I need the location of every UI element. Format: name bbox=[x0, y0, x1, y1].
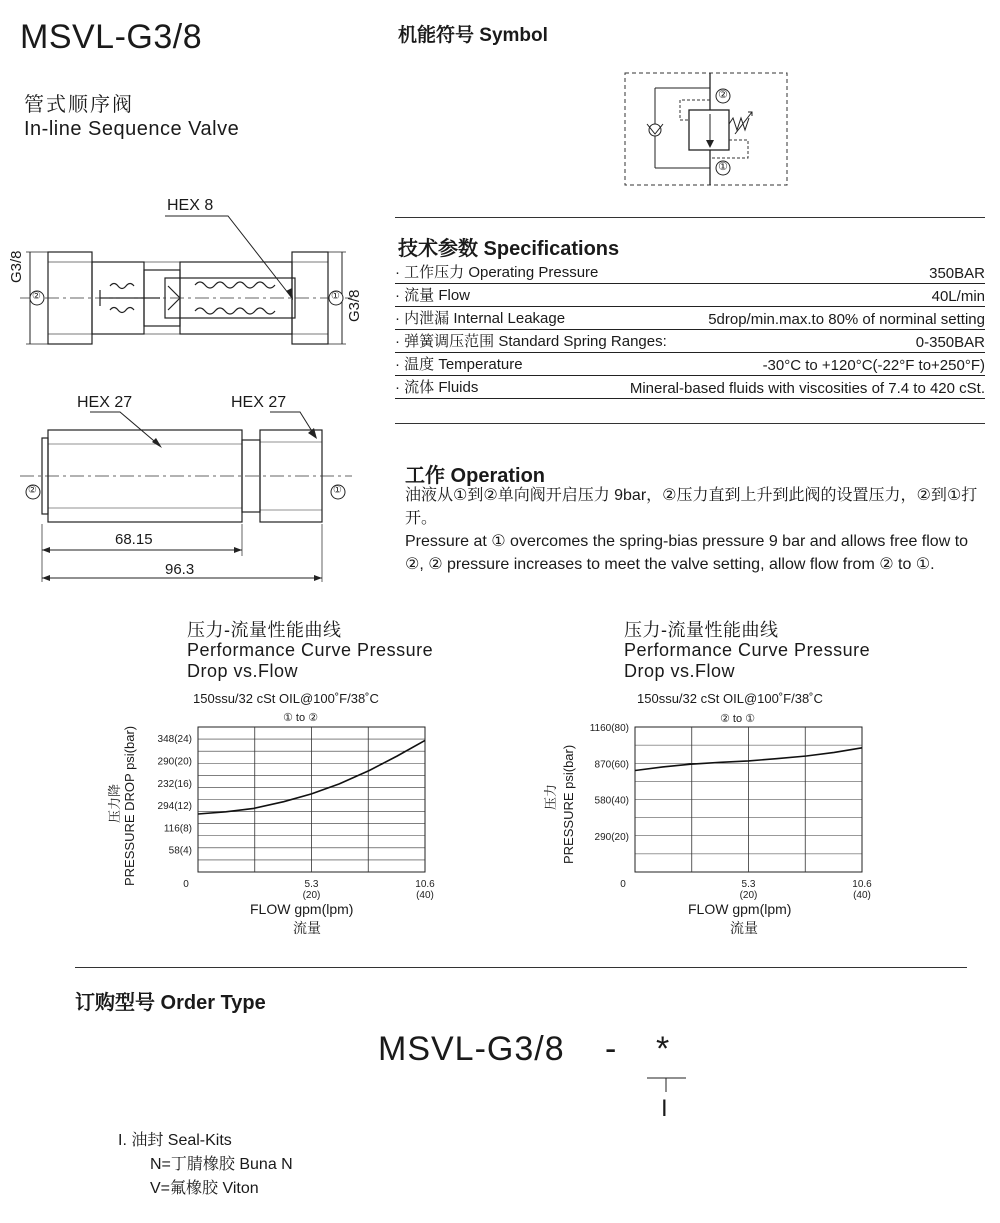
drawing-top-port-2: ② bbox=[32, 291, 41, 302]
g38-left-label: G3/8 bbox=[8, 250, 25, 283]
spec-label: · 流体 Fluids bbox=[395, 379, 479, 396]
hex8-label: HEX 8 bbox=[167, 197, 214, 214]
spec-value: 40L/min bbox=[931, 288, 985, 305]
x-tick-label: 10.6 bbox=[852, 879, 872, 890]
operation-en: Pressure at ① overcomes the spring-bias pressure 9 bar and allows free flow to ②, ② pressure increases to meet the valve setting, allow flow from ② to ①. bbox=[405, 533, 969, 573]
y-tick-label: 1160(80) bbox=[589, 723, 629, 734]
x-tick-label: 0 bbox=[183, 879, 189, 890]
y-tick-label: 290(20) bbox=[594, 831, 629, 843]
dimension-96-3: 96.3 bbox=[165, 561, 195, 578]
order-item-seal: I. 油封 Seal-Kits bbox=[118, 1132, 232, 1149]
y-tick-label: 232(16) bbox=[157, 778, 192, 790]
curve-right-title-en-2: Drop vs.Flow bbox=[624, 661, 736, 681]
product-name-cn: 管式顺序阀 bbox=[24, 94, 134, 116]
spec-value: 350BAR bbox=[929, 265, 985, 282]
dimension-68-15: 68.15 bbox=[115, 531, 153, 548]
curve-left-condition: 150ssu/32 cSt OIL@100˚F/38˚C bbox=[193, 691, 379, 706]
curve-left-xlabel-en: FLOW gpm(lpm) bbox=[250, 901, 354, 917]
curve-right-title-cn: 压力-流量性能曲线 bbox=[624, 620, 779, 640]
order-dash: - bbox=[605, 1030, 617, 1068]
curve-left-xlabel-cn: 流量 bbox=[293, 920, 321, 936]
operation-cn: 油液从①到②单向阀开启压力 9bar，②压力直到上升到此阀的设置压力，②到①打开。 bbox=[405, 487, 978, 527]
operation-title: 工作 Operation bbox=[405, 465, 546, 487]
y-tick-label: 348(24) bbox=[157, 734, 192, 746]
y-tick-label: 290(20) bbox=[157, 756, 192, 768]
symbol-port-1-label: ① bbox=[718, 161, 728, 173]
y-tick-label: 58(4) bbox=[168, 845, 192, 857]
y-tick-label: 870(60) bbox=[594, 759, 629, 771]
spec-label: · 温度 Temperature bbox=[395, 356, 523, 373]
order-option-v: V=氟橡胶 Viton bbox=[150, 1180, 259, 1197]
curve-right-xlabel-en: FLOW gpm(lpm) bbox=[688, 901, 792, 917]
y-tick-label: 580(40) bbox=[594, 795, 629, 807]
y-tick-label: 116(8) bbox=[163, 823, 192, 835]
spec-value: -30°C to +120°C(-22°F to+250°F) bbox=[762, 357, 985, 374]
curve-right-xlabel-cn: 流量 bbox=[730, 920, 758, 936]
drawing-side-port-1: ① bbox=[333, 485, 342, 496]
spec-value: 5drop/min.max.to 80% of norminal setting bbox=[708, 311, 985, 328]
curve-right-ylabel-en: PRESSURE psi(bar) bbox=[561, 744, 576, 864]
curve-left-ylabel-cn: 压力降 bbox=[107, 783, 122, 823]
order-model: MSVL-G3/8 bbox=[378, 1030, 565, 1068]
drawing-side-port-2: ② bbox=[28, 485, 37, 496]
spec-label: · 流量 Flow bbox=[395, 287, 471, 304]
symbol-title: 机能符号 Symbol bbox=[398, 25, 548, 46]
x-tick-label: 0 bbox=[620, 879, 626, 890]
hex27-right-label: HEX 27 bbox=[231, 394, 287, 411]
g38-right-label: G3/8 bbox=[346, 289, 363, 322]
order-option-n: N=丁腈橡胶 Buna N bbox=[150, 1156, 293, 1173]
curve-right-direction: ② to ① bbox=[720, 713, 756, 725]
spec-value: Mineral-based fluids with viscosities of 7.4 to 420 cSt. bbox=[629, 380, 985, 397]
specs-title: 技术参数 Specifications bbox=[398, 238, 620, 260]
x-tick-label: 10.6 bbox=[415, 879, 435, 890]
spec-label: · 内泄漏 Internal Leakage bbox=[395, 310, 566, 327]
spec-label: · 工作压力 Operating Pressure bbox=[395, 264, 599, 281]
spec-label: · 弹簧调压范围 Standard Spring Ranges: bbox=[395, 333, 667, 350]
x-tick-label: (20) bbox=[739, 890, 758, 901]
curve-left-title-en-2: Drop vs.Flow bbox=[187, 661, 299, 681]
x-tick-label: 5.3 bbox=[304, 879, 319, 890]
drawing-top-port-1: ① bbox=[331, 291, 340, 302]
curve-left-title-cn: 压力-流量性能曲线 bbox=[187, 620, 342, 640]
order-roman-marker: I bbox=[661, 1095, 668, 1122]
model-title: MSVL-G3/8 bbox=[20, 18, 203, 56]
curve-left-title-en-1: Performance Curve Pressure bbox=[187, 640, 434, 660]
x-tick-label: (40) bbox=[416, 890, 434, 901]
order-title: 订购型号 Order Type bbox=[75, 992, 266, 1014]
x-tick-label: (40) bbox=[853, 890, 871, 901]
symbol-port-2-label: ② bbox=[718, 89, 728, 101]
curve-right-title-en-1: Performance Curve Pressure bbox=[624, 640, 871, 660]
order-star: * bbox=[656, 1030, 670, 1068]
product-name-en: In-line Sequence Valve bbox=[24, 118, 240, 140]
x-tick-label: (20) bbox=[302, 890, 321, 901]
curve-right-ylabel-cn: 压力 bbox=[543, 783, 558, 810]
curve-left-ylabel-en: PRESSURE DROP psi(bar) bbox=[122, 725, 137, 886]
x-tick-label: 5.3 bbox=[741, 879, 756, 890]
spec-value: 0-350BAR bbox=[915, 334, 985, 351]
curve-left-direction: ① to ② bbox=[283, 712, 319, 724]
hex27-left-label: HEX 27 bbox=[77, 394, 133, 411]
curve-right-condition: 150ssu/32 cSt OIL@100˚F/38˚C bbox=[637, 691, 823, 706]
y-tick-label: 294(12) bbox=[157, 801, 192, 813]
